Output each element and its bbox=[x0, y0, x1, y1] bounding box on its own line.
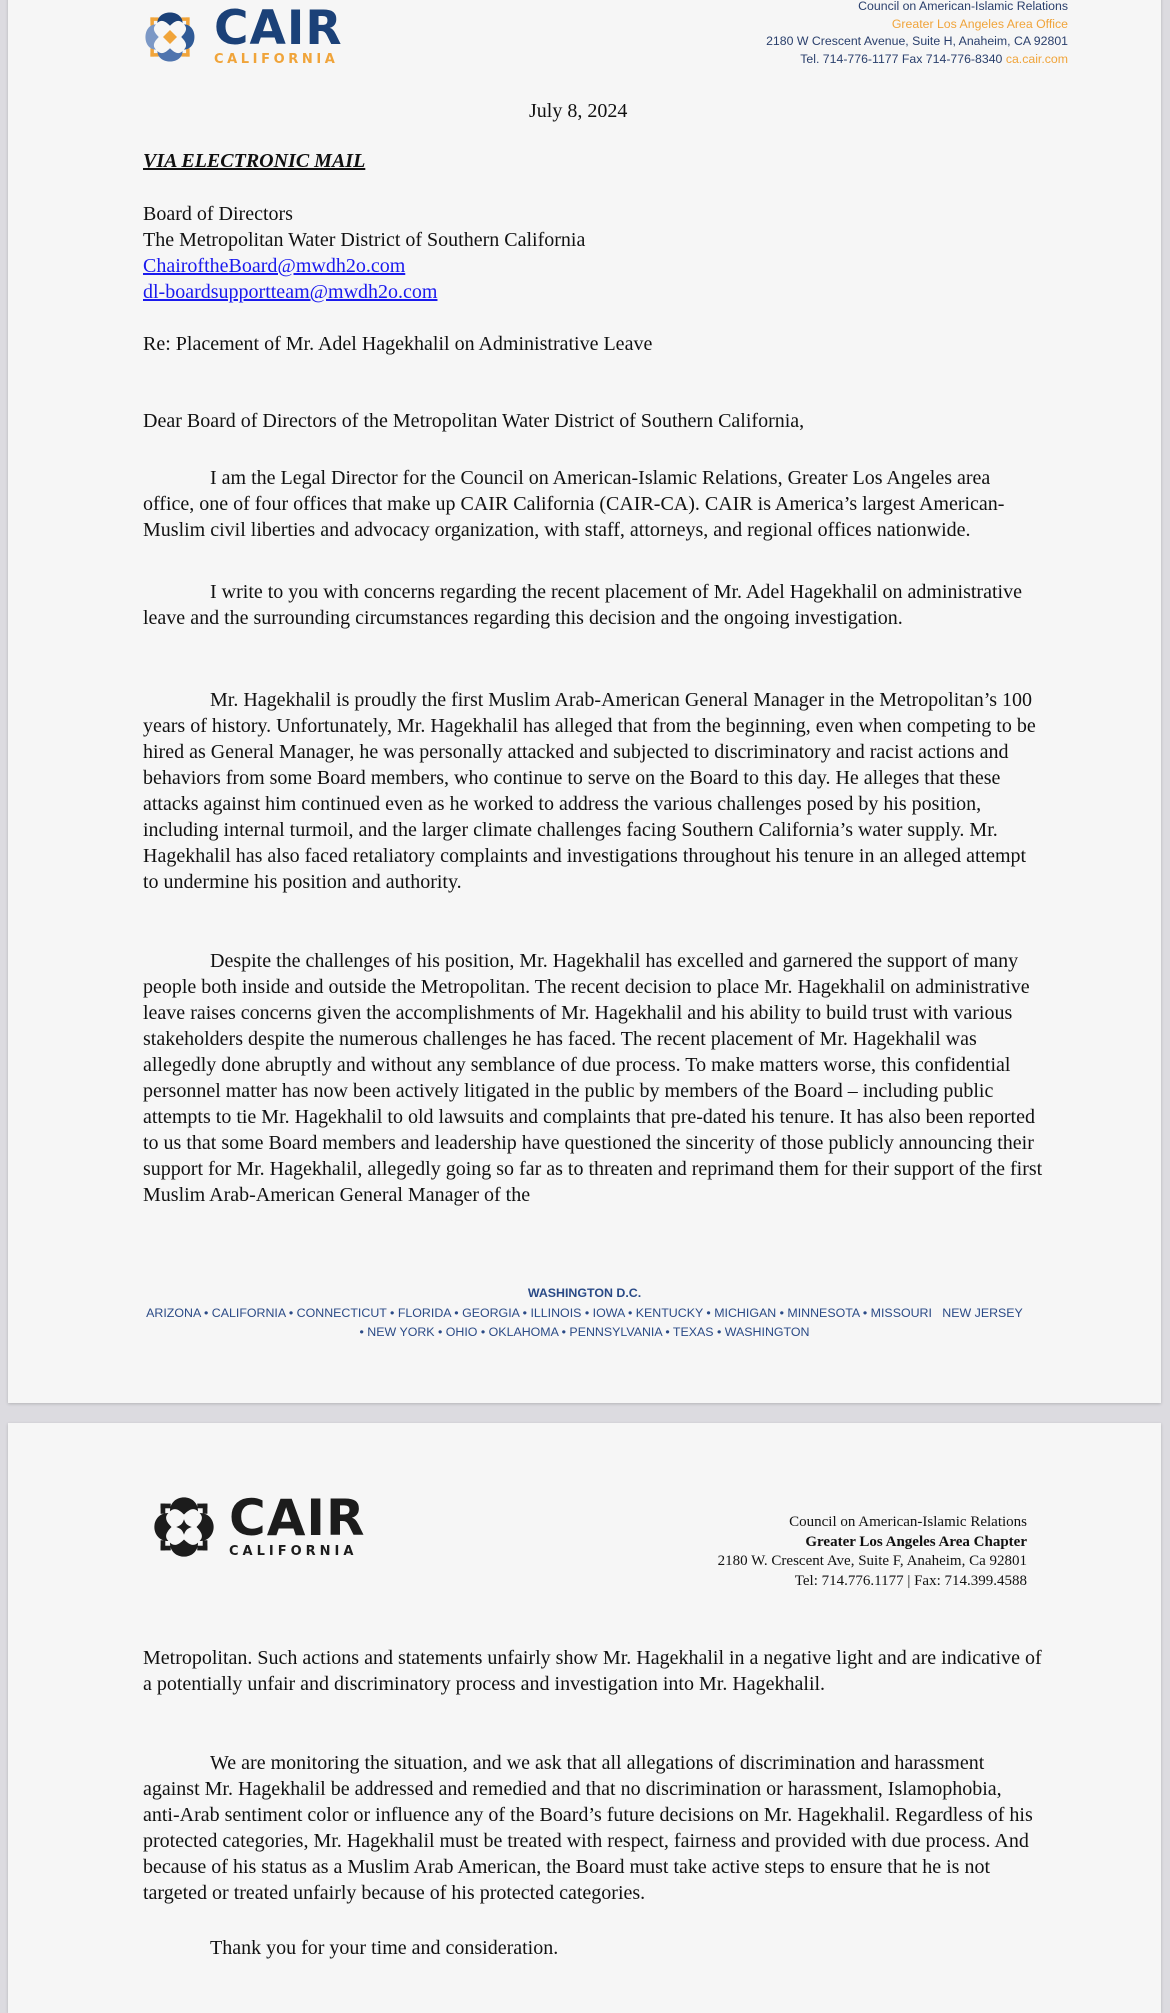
delivery-method: VIA ELECTRONIC MAIL bbox=[143, 150, 366, 172]
salutation: Dear Board of Directors of the Metropolitan Water District of Southern California, bbox=[143, 410, 805, 432]
body-paragraph: Mr. Hagekhalil is proudly the first Muslim Arab-American General Manager in the Metropolitan’s 100 years of history. Unfortunately, Mr. Hagekhalil has alleged that from the beginning, even when competing to be hired as General Manager, he was personally attacked and subjected to discriminatory and racist actions and behaviors from some Board members, who continue to serve on the Board to this day. He alleges that these attacks against him continued even as he worked to address the various challenges posed by his position, including internal turmoil, and the larger climate challenges facing Southern California’s water supply. Mr. Hagekhalil has also faced retaliatory complaints and investigations throughout his tenure in an alleged attempt to undermine his position and authority. bbox=[143, 689, 1036, 893]
letterhead-street: 2180 W Crescent Avenue, Suite H, Anaheim, CA 92801 bbox=[766, 34, 1068, 48]
footer-states-line-2: • NEW YORK • OHIO • OKLAHOMA • PENNSYLVANIA • TEXAS • WASHINGTON bbox=[359, 1325, 810, 1339]
letterhead-address bbox=[766, 0, 1068, 68]
body-paragraph: Despite the challenges of his position, Mr. Hagekhalil has excelled and garnered the support of many people both inside and outside the Metropolitan. The recent decision to place Mr. Hagekhalil on administrative leave raises concerns given the accomplishments of Mr. Hagekhalil and his ability to build trust with various stakeholders despite the numerous challenges he has faced. The recent placement of Mr. Hagekhalil was allegedly done abruptly and without any semblance of due process. To make matters worse, this confidential personnel matter has now been actively litigated in the public by members of the Board – including public attempts to tie Mr. Hagekhalil to old lawsuits and complaints that pre-dated his tenure. It has also been reported to us that some Board members and leadership have questioned the sincerity of those publicly announcing their support for Mr. Hagekhalil, allegedly going so far as to threaten and reprimand them for their support of the first Muslim Arab-American General Manager of the bbox=[143, 950, 1043, 1206]
letterhead-phone-fax: Tel: 714.776.1177 | Fax: 714.399.4588 bbox=[794, 1572, 1027, 1589]
body-paragraph-1-container bbox=[143, 465, 1043, 543]
body-paragraph: We are monitoring the situation, and we ask that all allegations of discrimination and harassment against Mr. Hagekhalil be addressed and remedied and that no discrimination or harassment, Islamophobia, anti-Arab sentiment color or influence any of the Board’s future decisions on Mr. Hagekhalil. Regardless of his protected categories, Mr. Hagekhalil must be treated with respect, fairness and provided with due process. And because of his status as a Muslim Arab American, the Board must take active steps to ensure that he is not targeted or treated unfairly because of his protected categories. bbox=[143, 1752, 1033, 1904]
letterhead-address bbox=[718, 1513, 1027, 1591]
letter-date: July 8, 2024 bbox=[529, 100, 628, 122]
body-paragraph-2-container bbox=[143, 579, 1043, 631]
letterhead-chapter: Greater Los Angeles Area Chapter bbox=[805, 1533, 1027, 1550]
continuation-paragraph: Metropolitan. Such actions and statements unfairly show Mr. Hagekhalil in a negative light and are indicative of a potentially unfair and discriminatory process and investigation into Mr. Hagekhalil. bbox=[143, 1647, 1042, 1695]
recipient-organization: The Metropolitan Water District of Southern California bbox=[143, 229, 586, 251]
body-paragraph-4-container bbox=[143, 948, 1043, 1208]
logo-subtitle: CALIFORNIA bbox=[214, 52, 339, 67]
closing-line: Thank you for your time and consideration. bbox=[210, 1937, 559, 1959]
body-paragraph: I am the Legal Director for the Council on American-Islamic Relations, Greater Los Angeles area office, one of four offices that make up CAIR California (CAIR-CA). CAIR is America’s largest American-Muslim civil liberties and advocacy organization, with staff, attorneys, and regional offices nationwide. bbox=[143, 467, 1005, 541]
letterhead-org: Council on American-Islamic Relations bbox=[789, 1514, 1027, 1530]
cair-emblem-icon bbox=[145, 1488, 223, 1566]
cair-california-logo bbox=[135, 2, 343, 72]
letterhead-office: Greater Los Angeles Area Office bbox=[891, 16, 1068, 31]
logo-subtitle: CALIFORNIA bbox=[229, 1544, 358, 1559]
body-paragraph-3-container bbox=[143, 687, 1043, 895]
letterhead-website-link[interactable]: ca.cair.com bbox=[1005, 51, 1068, 66]
office-locations-footer bbox=[8, 1284, 1161, 1343]
logo-wordmark: CAIR bbox=[214, 1, 343, 56]
letter-page-1 bbox=[8, 0, 1161, 1403]
recipient-email-support-link[interactable]: dl-boardsupportteam@mwdh2o.com bbox=[143, 281, 438, 303]
logo-wordmark: CAIR bbox=[229, 1489, 366, 1547]
recipient-email-chair-link[interactable]: ChairoftheBoard@mwdh2o.com bbox=[143, 255, 406, 277]
closing-container bbox=[143, 1935, 1043, 1961]
letter-page-2 bbox=[8, 1423, 1161, 2013]
letterhead-street: 2180 W. Crescent Ave, Suite F, Anaheim, Ca 92801 bbox=[717, 1553, 1027, 1569]
body-paragraph-5-container bbox=[143, 1750, 1043, 1906]
letterhead-phone-fax: Tel. 714-776-1177 Fax 714-776-8340 bbox=[800, 51, 1003, 66]
footer-states-line-1: ARIZONA • CALIFORNIA • CONNECTICUT • FLORIDA • GEORGIA • ILLINOIS • IOWA • KENTUCKY • MICHIGAN • MINNESOTA • MISSOURI NEW JERSEY bbox=[146, 1305, 1023, 1320]
body-paragraph: I write to you with concerns regarding the recent placement of Mr. Adel Hagekhalil on administrative leave and the surrounding circumstances regarding this decision and the ongoing investigation. bbox=[143, 581, 1022, 629]
recipient-block bbox=[143, 201, 585, 305]
continuation-paragraph-container bbox=[143, 1645, 1043, 1697]
footer-headquarters: WASHINGTON D.C. bbox=[527, 1286, 642, 1300]
cair-emblem-icon bbox=[135, 2, 205, 72]
cair-california-logo-bw bbox=[145, 1488, 366, 1566]
letterhead-org: Council on American-Islamic Relations bbox=[858, 0, 1068, 13]
subject-line: Re: Placement of Mr. Adel Hagekhalil on Administrative Leave bbox=[143, 333, 653, 355]
recipient-name: Board of Directors bbox=[143, 203, 293, 225]
